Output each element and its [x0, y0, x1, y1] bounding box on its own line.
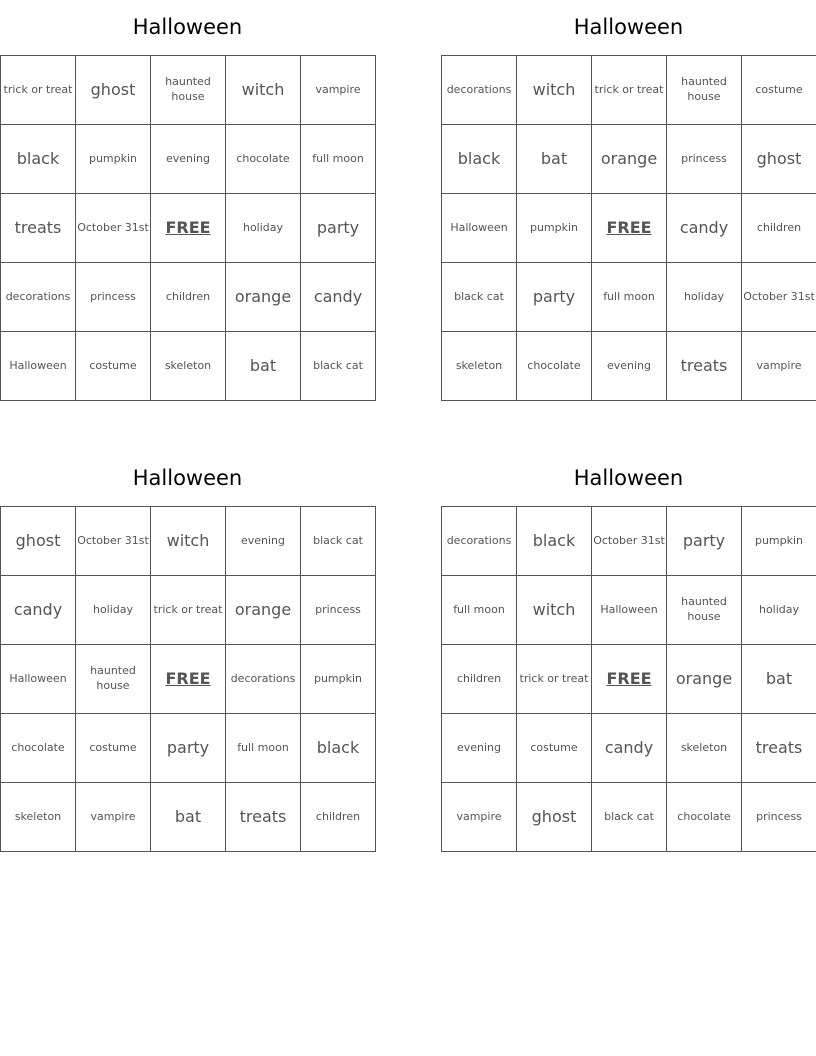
- bingo-cell: candy: [667, 194, 742, 263]
- bingo-cell: October 31st: [742, 263, 816, 332]
- bingo-cell: skeleton: [442, 332, 517, 401]
- bingo-cell: treats: [742, 714, 816, 783]
- bingo-cell: orange: [226, 263, 301, 332]
- bingo-cell: ghost: [76, 56, 151, 125]
- bingo-cell: ghost: [517, 783, 592, 852]
- bingo-cell: costume: [742, 56, 816, 125]
- bingo-cell: candy: [301, 263, 376, 332]
- bingo-cell: black: [1, 125, 76, 194]
- bingo-cell: haunted house: [667, 576, 742, 645]
- bingo-cell: full moon: [442, 576, 517, 645]
- bingo-cell: decorations: [226, 645, 301, 714]
- grid-row: [1, 783, 376, 852]
- bingo-cell: bat: [742, 645, 816, 714]
- free-space-cell: FREE: [592, 194, 667, 263]
- grid-row: [442, 125, 816, 194]
- bingo-cell: skeleton: [667, 714, 742, 783]
- bingo-cell: orange: [592, 125, 667, 194]
- grid-row: [1, 645, 376, 714]
- bingo-cell: haunted house: [76, 645, 151, 714]
- grid-row: [442, 507, 816, 576]
- bingo-cell: trick or treat: [151, 576, 226, 645]
- bingo-cell: black cat: [442, 263, 517, 332]
- bingo-cell: chocolate: [517, 332, 592, 401]
- bingo-cell: costume: [76, 332, 151, 401]
- bingo-cell: black: [517, 507, 592, 576]
- bingo-cell: candy: [1, 576, 76, 645]
- bingo-cell: Halloween: [1, 332, 76, 401]
- bingo-cell: children: [742, 194, 816, 263]
- bingo-cell: party: [151, 714, 226, 783]
- bingo-cell: costume: [76, 714, 151, 783]
- grid-row: [442, 332, 816, 401]
- bingo-cell: trick or treat: [517, 645, 592, 714]
- bingo-cell: witch: [151, 507, 226, 576]
- grid-row: [1, 194, 376, 263]
- bingo-cell: Halloween: [1, 645, 76, 714]
- bingo-cell: holiday: [226, 194, 301, 263]
- bingo-cell: black cat: [301, 507, 376, 576]
- bingo-cell: children: [301, 783, 376, 852]
- bingo-cell: treats: [667, 332, 742, 401]
- bingo-card-3: [0, 451, 375, 852]
- bingo-grid: [0, 506, 376, 852]
- free-space-cell: FREE: [151, 645, 226, 714]
- bingo-cell: holiday: [667, 263, 742, 332]
- bingo-cell: treats: [1, 194, 76, 263]
- bingo-cell: pumpkin: [742, 507, 816, 576]
- bingo-cell: party: [517, 263, 592, 332]
- grid-row: [1, 507, 376, 576]
- grid-row: [442, 783, 816, 852]
- bingo-cell: orange: [667, 645, 742, 714]
- bingo-cell: witch: [226, 56, 301, 125]
- grid-row: [1, 263, 376, 332]
- bingo-cell: candy: [592, 714, 667, 783]
- bingo-cell: full moon: [301, 125, 376, 194]
- bingo-cell: evening: [226, 507, 301, 576]
- bingo-cell: haunted house: [151, 56, 226, 125]
- card-title: Halloween: [573, 15, 684, 39]
- bingo-cell: chocolate: [667, 783, 742, 852]
- bingo-cell: October 31st: [76, 194, 151, 263]
- bingo-cell: Halloween: [442, 194, 517, 263]
- bingo-cell: vampire: [76, 783, 151, 852]
- bingo-cell: witch: [517, 56, 592, 125]
- bingo-grid: [0, 55, 376, 401]
- bingo-cell: chocolate: [1, 714, 76, 783]
- grid-row: [1, 576, 376, 645]
- card-title: Halloween: [132, 15, 243, 39]
- bingo-cell: black cat: [301, 332, 376, 401]
- grid-row: [1, 125, 376, 194]
- bingo-cell: trick or treat: [592, 56, 667, 125]
- bingo-cell: party: [301, 194, 376, 263]
- bingo-cell: pumpkin: [517, 194, 592, 263]
- bingo-grid: [441, 506, 816, 852]
- bingo-cell: skeleton: [1, 783, 76, 852]
- free-space-cell: FREE: [151, 194, 226, 263]
- grid-row: [442, 645, 816, 714]
- grid-row: [442, 714, 816, 783]
- bingo-cell: party: [667, 507, 742, 576]
- bingo-cell: black cat: [592, 783, 667, 852]
- card-title: Halloween: [573, 466, 684, 490]
- bingo-grid: [441, 55, 816, 401]
- bingo-cell: decorations: [442, 56, 517, 125]
- bingo-cell: vampire: [742, 332, 816, 401]
- bingo-cell: evening: [151, 125, 226, 194]
- bingo-cell: decorations: [1, 263, 76, 332]
- bingo-cell: vampire: [301, 56, 376, 125]
- bingo-cell: costume: [517, 714, 592, 783]
- bingo-cell: bat: [226, 332, 301, 401]
- bingo-cell: decorations: [442, 507, 517, 576]
- bingo-cell: black: [301, 714, 376, 783]
- grid-row: [442, 194, 816, 263]
- bingo-cell: bat: [151, 783, 226, 852]
- bingo-cell: pumpkin: [301, 645, 376, 714]
- bingo-cell: full moon: [226, 714, 301, 783]
- card-title: Halloween: [132, 466, 243, 490]
- bingo-cell: Halloween: [592, 576, 667, 645]
- bingo-cell: full moon: [592, 263, 667, 332]
- bingo-card-4: [441, 451, 816, 852]
- bingo-cell: holiday: [742, 576, 816, 645]
- grid-row: [442, 576, 816, 645]
- bingo-cell: children: [442, 645, 517, 714]
- bingo-cell: witch: [517, 576, 592, 645]
- bingo-cell: trick or treat: [1, 56, 76, 125]
- bingo-cell: ghost: [1, 507, 76, 576]
- bingo-cell: orange: [226, 576, 301, 645]
- free-space-cell: FREE: [592, 645, 667, 714]
- bingo-cell: princess: [667, 125, 742, 194]
- bingo-card-2: [441, 0, 816, 401]
- bingo-cell: October 31st: [592, 507, 667, 576]
- bingo-cell: bat: [517, 125, 592, 194]
- bingo-cell: vampire: [442, 783, 517, 852]
- bingo-cell: evening: [592, 332, 667, 401]
- grid-row: [1, 56, 376, 125]
- bingo-cell: haunted house: [667, 56, 742, 125]
- bingo-cell: princess: [76, 263, 151, 332]
- bingo-cell: black: [442, 125, 517, 194]
- bingo-cell: children: [151, 263, 226, 332]
- bingo-cell: ghost: [742, 125, 816, 194]
- bingo-cell: evening: [442, 714, 517, 783]
- grid-row: [1, 332, 376, 401]
- bingo-cell: pumpkin: [76, 125, 151, 194]
- bingo-cell: skeleton: [151, 332, 226, 401]
- bingo-cell: chocolate: [226, 125, 301, 194]
- grid-row: [1, 714, 376, 783]
- bingo-cell: holiday: [76, 576, 151, 645]
- grid-row: [442, 56, 816, 125]
- bingo-cell: princess: [301, 576, 376, 645]
- bingo-cell: princess: [742, 783, 816, 852]
- bingo-cell: October 31st: [76, 507, 151, 576]
- bingo-card-1: [0, 0, 375, 401]
- bingo-cell: treats: [226, 783, 301, 852]
- grid-row: [442, 263, 816, 332]
